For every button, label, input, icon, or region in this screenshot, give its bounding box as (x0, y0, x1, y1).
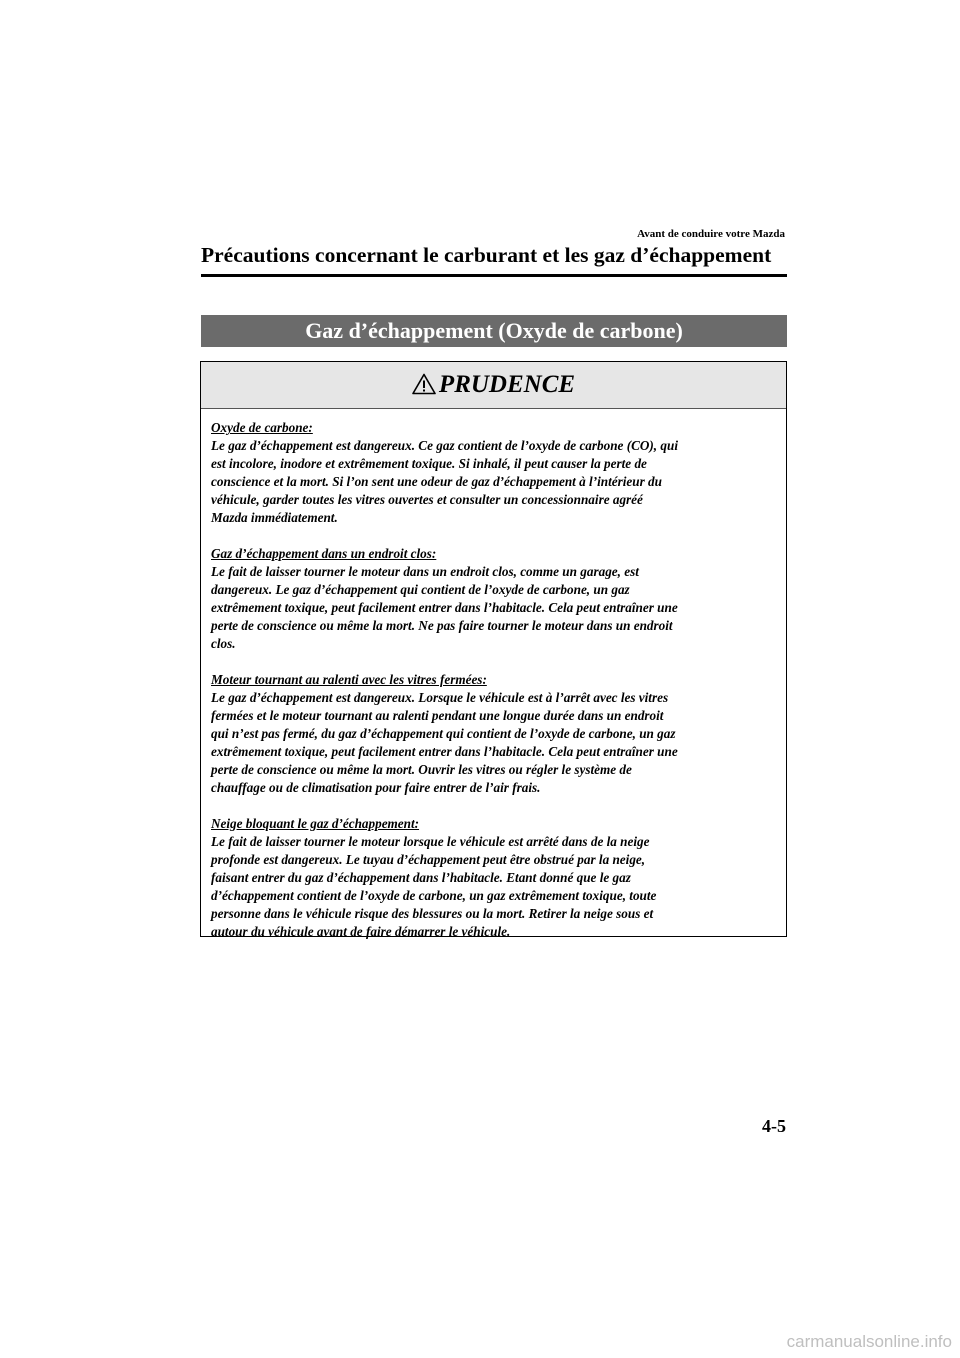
caution-paragraph-title: Neige bloquant le gaz d’échappement: (211, 816, 420, 831)
caution-paragraph-line: personne dans le véhicule risque des blessures ou la mort. Retirer la neige sous et (211, 906, 654, 921)
header-divider (201, 274, 787, 277)
caution-paragraph-line: qui n’est pas fermé, du gaz d’échappement qui contient de l’oxyde de carbone, un gaz (211, 726, 676, 741)
caution-paragraph-line: clos. (211, 636, 236, 651)
caution-paragraph-line: véhicule, garder toutes les vitres ouvertes et consulter un concessionnaire agréé (211, 492, 643, 507)
caution-paragraph-line: perte de conscience ou même la mort. Ne pas faire tourner le moteur dans un endroit (211, 618, 673, 633)
caution-paragraph-line: fermées et le moteur tournant au ralenti pendant une longue durée dans un endroit (211, 708, 664, 723)
caution-paragraph-line: est incolore, inodore et extrêmement toxique. Si inhalé, il peut causer la perte de (211, 456, 647, 471)
section-title: Gaz d’échappement (Oxyde de carbone) (201, 315, 787, 347)
caution-paragraph-line: profonde est dangereux. Le tuyau d’échappement peut être obstrué par la neige, (211, 852, 646, 867)
caution-paragraph (211, 419, 776, 527)
watermark: carmanualsonline.info (786, 1332, 952, 1351)
caution-paragraph-line: d’échappement contient de l’oxyde de carbone, un gaz extrêmement toxique, toute (211, 888, 657, 903)
caution-paragraph (211, 545, 776, 653)
caution-paragraph-line: chauffage ou de climatisation pour faire entrer de l’air frais. (211, 780, 541, 795)
caution-paragraph (211, 815, 776, 941)
caution-paragraph-line: extrêmement toxique, peut facilement entrer dans l’habitacle. Cela peut entraîner une (211, 744, 678, 759)
caution-body (201, 409, 786, 941)
caution-paragraph-line: Le gaz d’échappement est dangereux. Ce gaz contient de l’oxyde de carbone (CO), qui (211, 438, 678, 453)
caution-paragraph-line: Mazda immédiatement. (211, 510, 338, 525)
warning-triangle-icon (412, 373, 436, 395)
caution-paragraph-line: faisant entrer du gaz d’échappement dans l’habitacle. Etant donné que le gaz (211, 870, 631, 885)
caution-paragraph-line: Le fait de laisser tourner le moteur dans un endroit clos, comme un garage, est (211, 564, 639, 579)
chapter-label: Avant de conduire votre Mazda (637, 228, 785, 240)
caution-box (200, 361, 787, 937)
caution-paragraph-title: Oxyde de carbone: (211, 420, 313, 435)
caution-paragraph-line: Le fait de laisser tourner le moteur lorsque le véhicule est arrêté dans de la neige (211, 834, 650, 849)
caution-title: PRUDENCE (438, 371, 576, 398)
caution-paragraph-line: dangereux. Le gaz d’échappement qui contient de l’oxyde de carbone, un gaz (211, 582, 630, 597)
caution-paragraph-title: Moteur tournant au ralenti avec les vitres fermées: (211, 672, 487, 687)
caution-paragraph-line: Le gaz d’échappement est dangereux. Lorsque le véhicule est à l’arrêt avec les vitres (211, 690, 669, 705)
page-title: Précautions concernant le carburant et les gaz d’échappement (201, 243, 772, 267)
caution-paragraph-line: autour du véhicule avant de faire démarrer le véhicule. (211, 924, 511, 939)
page-number: 4-5 (762, 1116, 786, 1136)
caution-paragraph-line: conscience et la mort. Si l’on sent une odeur de gaz d’échappement à l’intérieur du (211, 474, 662, 489)
caution-paragraph (211, 671, 776, 797)
caution-paragraph-line: extrêmement toxique, peut facilement entrer dans l’habitacle. Cela peut entraîner une (211, 600, 678, 615)
caution-header (201, 362, 786, 409)
caution-paragraph-line: perte de conscience ou même la mort. Ouvrir les vitres ou régler le système de (211, 762, 632, 777)
caution-paragraph-title: Gaz d’échappement dans un endroit clos: (211, 546, 437, 561)
